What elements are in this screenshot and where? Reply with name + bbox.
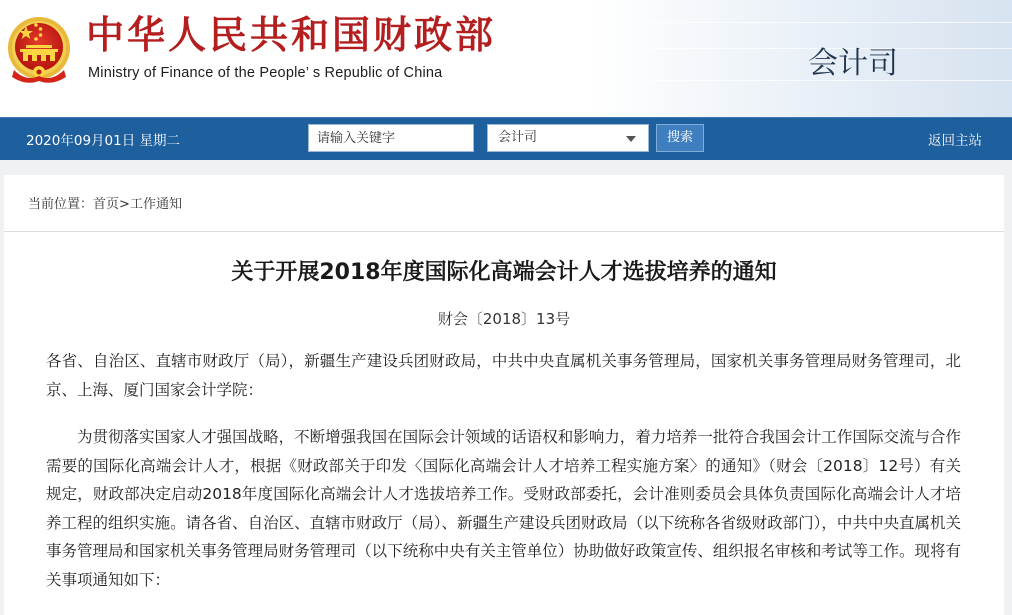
site-title: 中华人民共和国财政部 xyxy=(86,13,497,57)
document-number: 财会〔2018〕13号 xyxy=(437,310,571,328)
breadcrumb-home[interactable]: 首页 xyxy=(93,197,120,212)
breadcrumb xyxy=(28,193,182,212)
return-home-link[interactable]: 返回主站 xyxy=(928,133,982,149)
current-date: 2020年09月01日 星期二 xyxy=(26,133,181,149)
navigation-bar xyxy=(0,117,1012,160)
department-name: 会计司 xyxy=(808,46,898,81)
search-input[interactable] xyxy=(308,124,474,152)
national-emblem-icon xyxy=(6,14,72,84)
article-paragraph: 各省、自治区、直辖市财政厅（局），新疆生产建设兵团财政局，中共中央直属机关事务管理局，国家机关事务管理局财务管理司，北京、上海、厦门国家会计学院： xyxy=(46,352,961,399)
search-scope-select[interactable] xyxy=(487,124,649,152)
breadcrumb-current[interactable]: 工作通知 xyxy=(129,197,182,212)
article-paragraph: 为贯彻落实国家人才强国战略，不断增强我国在国际会计领域的话语权和影响力，着力培养一批符合我国会计工作国际交流与合作需要的国际化高端会计人才，根据《财政部关于印发〈国际化高端会计人才培养工程实施方案〉的通知》（财会〔2018〕12号）有关规定，财政部决定启动2018年度国际化高端会计人才选拔培养工作。受财政部委托，会计准则委员会具体负责国际化高端会计人才培养工程的组织实施。请各省、自治区、直辖市财政厅（局）、新疆生产建设兵团财政局（以下统称各省级财政部门），中共中央直属机关事务管理局和国家机关事务管理局财务管理司（以下统称中央有关主管单位）协助做好政策宣传、组织报名审核和考试等工作。现将有关事项通知如下： xyxy=(46,428,961,589)
site-subtitle: Ministry of Finance of the People’ s Republic of China xyxy=(88,65,443,81)
article-panel xyxy=(4,175,1004,615)
header-decoration xyxy=(592,0,1012,117)
site-header xyxy=(0,0,1012,117)
divider xyxy=(4,231,1004,232)
chevron-down-icon xyxy=(626,136,636,142)
breadcrumb-separator: > xyxy=(119,197,130,212)
search-button[interactable]: 搜索 xyxy=(656,124,704,152)
search-scope-value: 会计司 xyxy=(498,130,538,145)
breadcrumb-prefix: 当前位置： xyxy=(28,197,94,212)
article-title: 关于开展2018年度国际化高端会计人才选拔培养的通知 xyxy=(231,260,777,285)
